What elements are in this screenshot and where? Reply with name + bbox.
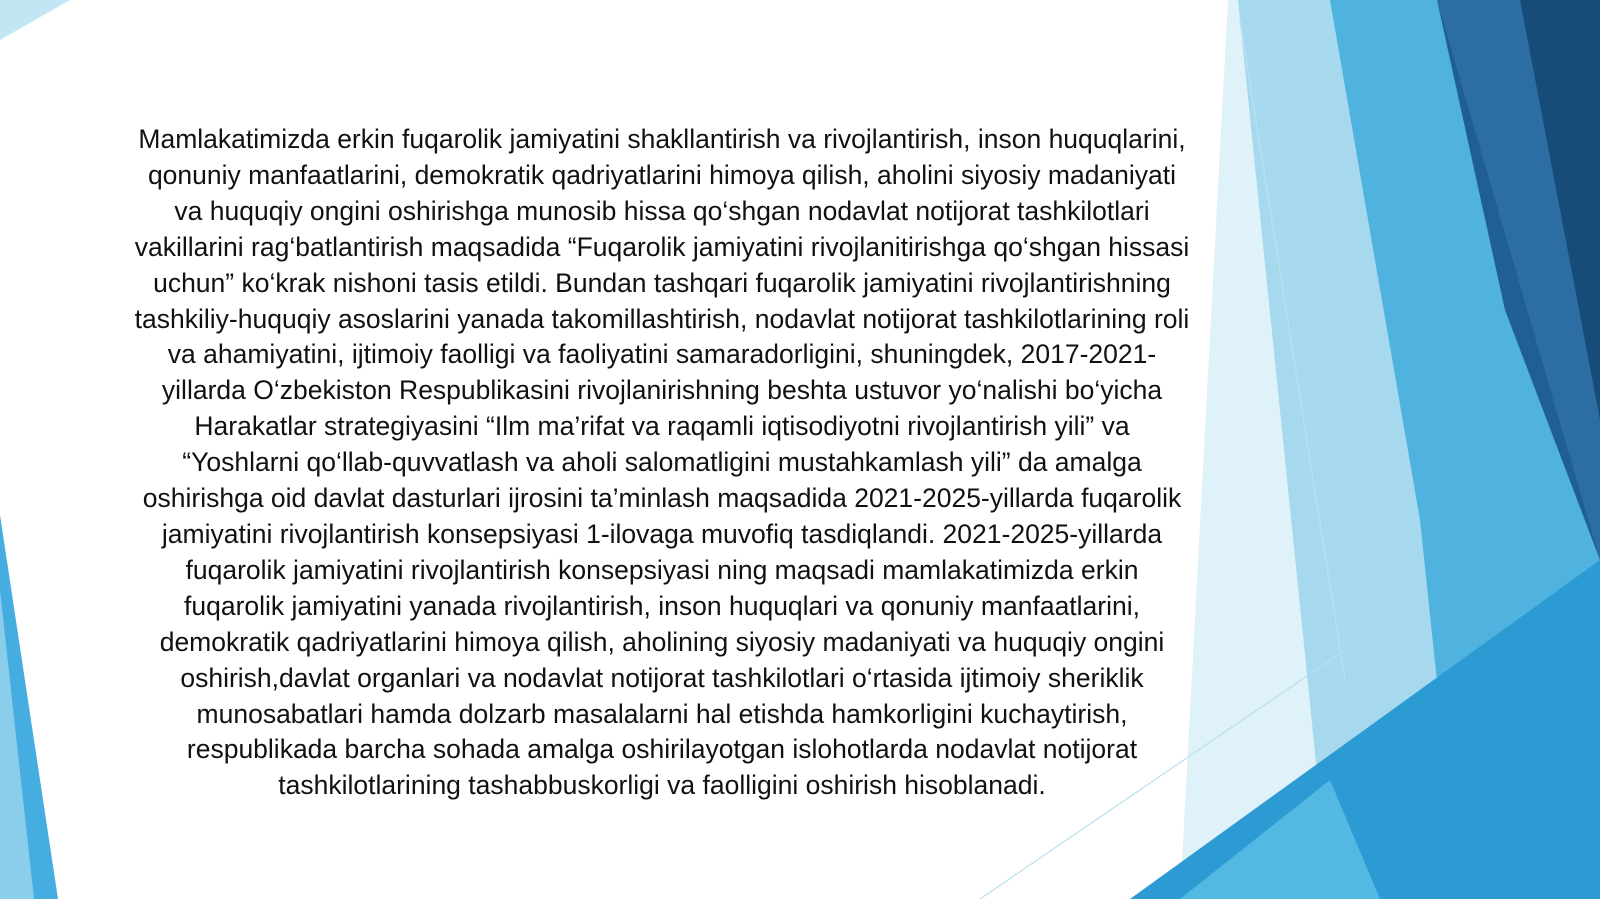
slide-body-paragraph [62, 122, 1262, 804]
paragraph-line: yillarda O‘zbekiston Respublikasini rivojlanirishning beshta ustuvor yo‘nalishi bo‘yicha [161, 375, 1163, 406]
paragraph-line: munosabatlari hamda dolzarb masalalarni hal etishda hamkorligini kuchaytirish, [196, 698, 1128, 729]
paragraph-line: qonuniy manfaatlarini, demokratik qadriyatlarini himoya qilish, aholini siyosiy madaniyati [147, 159, 1177, 190]
paragraph-line: tashkilotlarining tashabbuskorligi va faolligini oshirish hisoblanadi. [278, 770, 1046, 801]
paragraph-line: oshirish,davlat organlari va nodavlat notijorat tashkilotlari o‘rtasida ijtimoiy sheriklik [180, 662, 1144, 693]
paragraph-line: Mamlakatimizda erkin fuqarolik jamiyatini shakllantirish va rivojlantirish, inson huquqlarini, [138, 124, 1186, 154]
paragraph-line: respublikada barcha sohada amalga oshirilayotgan islohotlarda nodavlat notijorat [186, 734, 1138, 765]
paragraph-line: oshirishga oid davlat dasturlari ijrosini ta’minlash maqsadida 2021-2025-yillarda fuqarolik [142, 483, 1182, 514]
paragraph-line: vakillarini rag‘batlantirish maqsadida “Fuqarolik jamiyatini rivojlanitirishga qo‘shgan hissasi [134, 231, 1190, 262]
paragraph-line: jamiyatini rivojlantirish konsepsiyasi 1-ilovaga muvofiq tasdiqlandi. 2021-2025-yillarda [161, 518, 1163, 549]
paragraph-line: tashkiliy-huquqiy asoslarini yanada takomillashtirish, nodavlat notijorat tashkilotlarining roli [134, 303, 1190, 334]
paragraph-line: uchun” ko‘krak nishoni tasis etildi. Bundan tashqari fuqarolik jamiyatini rivojlantirishning [153, 267, 1171, 298]
paragraph-line: demokratik qadriyatlarini himoya qilish, aholining siyosiy madaniyati va huquqiy ongini [159, 626, 1165, 657]
paragraph-line: fuqarolik jamiyatini rivojlantirish konsepsiyasi ning maqsadi mamlakatimizda erkin [185, 554, 1139, 585]
paragraph-line: “Yoshlarni qo‘llab-quvvatlash va aholi salomatligini mustahkamlash yili” da amalga [182, 447, 1142, 478]
paragraph-line: va huquqiy ongini oshirishga munosib hissa qo‘shgan nodavlat notijorat tashkilotlari [174, 195, 1150, 226]
paragraph-line: va ahamiyatini, ijtimoiy faolligi va faoliyatini samaradorligini, shuningdek, 2017-2021- [167, 339, 1157, 370]
left-accent-light [0, 0, 70, 40]
paragraph-line: fuqarolik jamiyatini yanada rivojlantirish, inson huquqlari va qonuniy manfaatlarini, [184, 590, 1140, 621]
paragraph-line: Harakatlar strategiyasini “Ilm ma’rifat va raqamli iqtisodiyotni rivojlantirish yili” va [194, 411, 1130, 442]
